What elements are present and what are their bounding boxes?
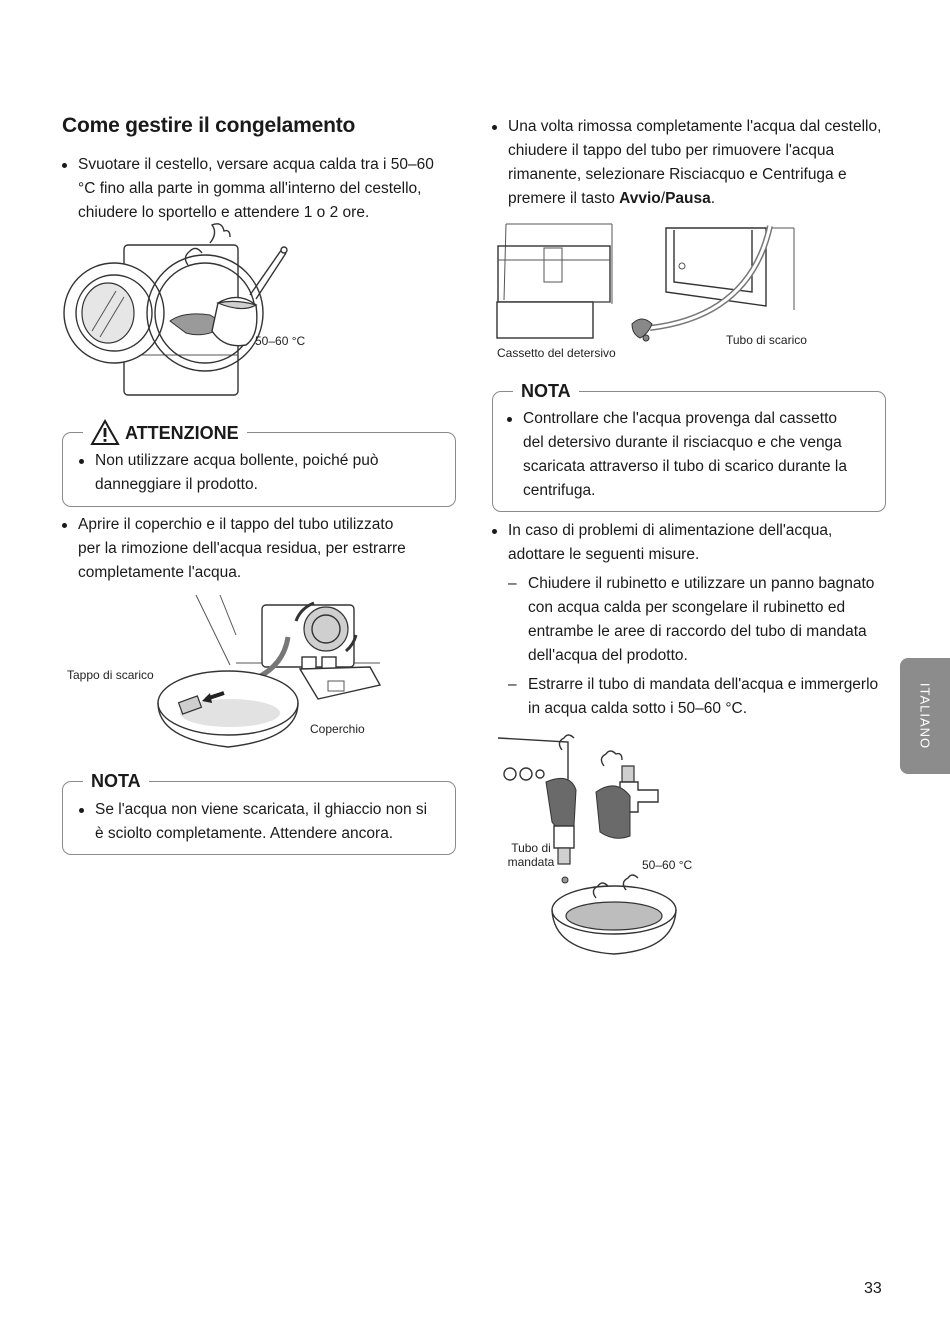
start-pause-bold-1: Avvio [619,190,661,207]
fig2-drain-cap-label: Tappo di scarico [67,668,154,682]
warning-triangle-icon [91,420,119,445]
fig4-temperature-label: 50–60 °C [642,858,693,872]
fig3-detergent-drawer-label: Cassetto del detersivo [497,346,616,360]
language-side-tab: ITALIANO [900,658,950,774]
start-pause-bold-2: Pausa [665,190,711,207]
dash-thaw-tap: – Chiudere il rubinetto e utilizzare un panno bagnato con acqua calda per scongelare il rubinetto ed entrambe le aree di raccordo del tubo di mandata dell'acqua del prodotto. [508,572,912,668]
caution-box [62,422,456,507]
section-heading: Come gestire il congelamento [62,114,356,137]
note-title-right: NOTA [513,379,579,403]
note-title-left: NOTA [83,769,149,793]
note-text-right: Controllare che l'acqua provenga dal cassetto del detersivo durante il risciacquo e che venga scaricata attraverso il tubo di scarico durante la centrifuga. [507,407,883,503]
bullet-water-supply: In caso di problemi di alimentazione dell'acqua, adottare le seguenti misure. [492,519,908,567]
fig1-temperature-label: 50–60 °C [255,334,306,348]
figure-hot-water-drum [60,235,320,405]
caution-title: ATTENZIONE [83,420,247,445]
figure-drawer-and-hose [494,220,814,345]
bullet-open-cover: Aprire il coperchio e il tappo del tubo utilizzato per la rimozione dell'acqua residua, per estrarre completamente l'acqua. [62,513,468,585]
bullet-rinse-spin: Una volta rimossa completamente l'acqua dal cestello, chiudere il tappo del tubo per rimuovere l'acqua rimanente, selezionare Risciacquo e Centrifuga e premere il tasto Avvio/Pausa. [492,115,908,211]
figure-drain-filter [150,595,390,765]
page-number: 33 [864,1280,882,1297]
fig4-inlet-hose-label: Tubo di mandata [507,841,555,869]
caution-text: Non utilizzare acqua bollente, poiché può danneggiare il prodotto. [79,449,455,497]
note-box-left [62,771,456,855]
fig3-drain-hose-label: Tubo di scarico [726,333,807,347]
dash-soak-hose: – Estrarre il tubo di mandata dell'acqua e immergerlo in acqua calda sotto i 50–60 °C. [508,673,912,721]
bullet-empty-drum: Svuotare il cestello, versare acqua calda tra i 50–60 °C fino alla parte in gomma all'interno del cestello, chiudere lo sportello e attendere 1 o 2 ore. [62,153,468,225]
note-box-right [492,381,886,512]
fig2-cover-label: Coperchio [310,722,365,736]
note-text-left: Se l'acqua non viene scaricata, il ghiaccio non si è sciolto completamente. Attendere ancora. [79,798,455,846]
